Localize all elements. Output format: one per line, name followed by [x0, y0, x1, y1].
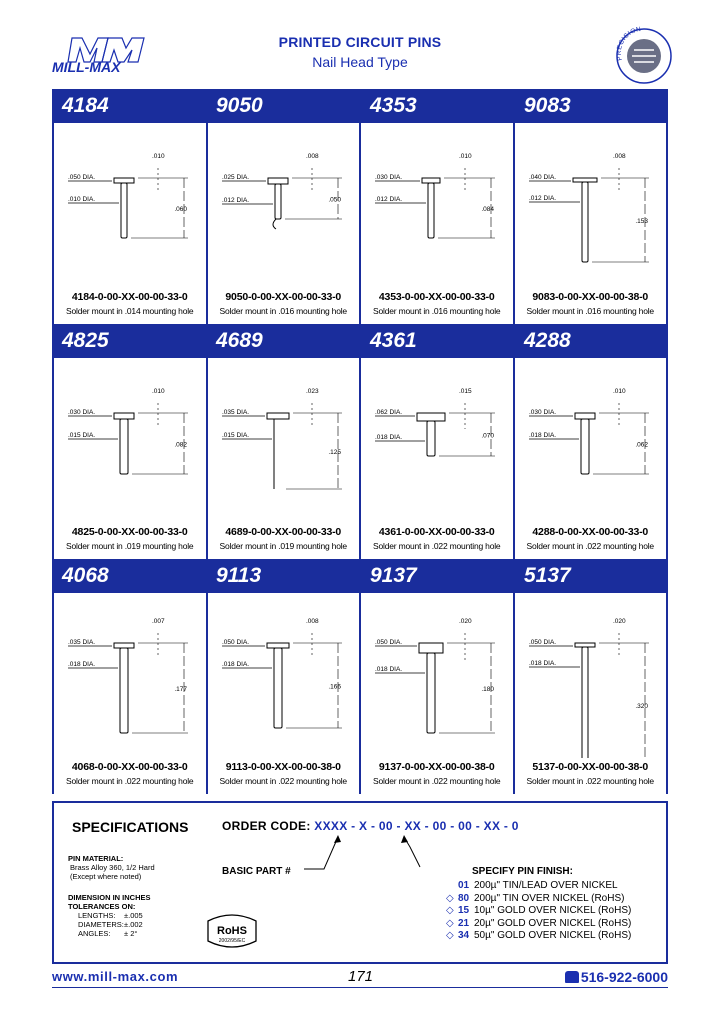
part-number: 9137-0-00-XX-00-00-38-0: [378, 761, 495, 773]
pin-shank: [582, 647, 588, 758]
head-diameter-label: .030 DIA.: [375, 174, 403, 181]
page-title: PRINTED CIRCUIT PINS: [278, 34, 442, 50]
head-diameter-label: .025 DIA.: [221, 174, 249, 181]
length-label: .062: [634, 441, 648, 449]
product-cell: [208, 358, 362, 559]
length-label: .070: [481, 432, 494, 440]
series-number: 4288: [524, 329, 571, 352]
series-number: 4825: [62, 329, 109, 352]
head-diameter-label: .035 DIA.: [221, 409, 249, 416]
pin-shank: [582, 182, 588, 262]
finish-option: 01 200µ" TIN/LEAD OVER NICKEL: [458, 880, 618, 891]
length-label: .320: [634, 703, 648, 710]
shank-diameter-label: .018 DIA.: [528, 432, 556, 439]
head-thickness-label: .008: [305, 618, 319, 625]
pin-drawing: [515, 358, 667, 523]
basic-part-label: BASIC PART #: [222, 866, 291, 877]
head-thickness-label: .020: [612, 618, 626, 625]
head-thickness-label: .023: [305, 388, 319, 395]
website-link[interactable]: www.mill-max.com: [52, 969, 179, 984]
product-row: [52, 123, 668, 324]
series-number: 4184: [62, 94, 109, 117]
shank-diameter-label: .018 DIA.: [375, 666, 403, 673]
product-cell: [54, 358, 208, 559]
pin-hook: [273, 219, 276, 229]
part-number: 4068-0-00-XX-00-00-33-0: [71, 761, 188, 773]
pin-shank: [121, 183, 127, 238]
pin-shank: [120, 648, 128, 733]
head-thickness-label: .010: [152, 153, 165, 160]
product-cell: [361, 358, 515, 559]
finish-option: ◇ 21 20µ" GOLD OVER NICKEL (RoHS): [446, 917, 632, 929]
page-footer: [52, 967, 668, 989]
page-number: 171: [348, 968, 374, 985]
length-label: .153: [634, 218, 648, 225]
product-cell: [515, 123, 667, 324]
pin-drawing: [361, 593, 513, 758]
pin-head: [575, 413, 595, 419]
product-row: [52, 358, 668, 559]
shank-diameter-label: .018 DIA.: [221, 661, 249, 668]
tolerance-row: LENGTHS: ±.005: [78, 911, 143, 920]
pin-drawing: [208, 358, 360, 523]
series-number: 9137: [370, 564, 417, 587]
pin-head: [114, 643, 134, 648]
part-number: 4353-0-00-XX-00-00-33-0: [378, 291, 495, 303]
head-diameter-label: .035 DIA.: [68, 639, 96, 646]
length-label: .050: [327, 196, 341, 204]
finish-option: ◇ 15 10µ" GOLD OVER NICKEL (RoHS): [446, 905, 632, 916]
pin-head: [573, 178, 597, 182]
pin-head: [268, 178, 288, 184]
part-number: 4825-0-00-XX-00-00-33-0: [71, 526, 188, 538]
shank-diameter-label: .012 DIA.: [221, 197, 249, 204]
order-code-pointers: [54, 803, 666, 962]
svg-text:RoHS: RoHS: [217, 925, 247, 937]
length-label: .180: [481, 686, 494, 693]
part-number: 9113-0-00-XX-00-00-38-0: [225, 761, 341, 773]
pin-head: [419, 643, 443, 653]
mounting-description: Solder mount in .016 mounting hole: [373, 306, 501, 316]
length-label: .084: [481, 206, 494, 213]
pin-head: [267, 643, 289, 648]
length-label: .125: [327, 449, 341, 456]
shank-diameter-label: .012 DIA.: [528, 195, 556, 202]
product-grid: [52, 89, 668, 794]
product-cell: [208, 593, 362, 794]
pin-drawing: [208, 593, 360, 758]
part-number: 4288-0-00-XX-00-00-33-0: [532, 526, 649, 538]
pin-drawing: [361, 358, 513, 523]
svg-text:2002/95/EC: 2002/95/EC: [218, 938, 246, 944]
head-thickness-label: .010: [612, 388, 626, 395]
part-number: 5137-0-00-XX-00-00-38-0: [532, 761, 649, 773]
series-number: 4068: [62, 564, 109, 587]
head-thickness-label: .010: [152, 388, 165, 395]
pin-finish-title: SPECIFY PIN FINISH:: [472, 866, 573, 877]
finish-option: ◇ 34 50µ" GOLD OVER NICKEL (RoHS): [446, 930, 632, 941]
length-label: .082: [174, 441, 187, 449]
head-thickness-label: .010: [459, 153, 472, 160]
specifications-title: SPECIFICATIONS: [72, 819, 189, 835]
product-cell: [361, 593, 515, 794]
pin-drawing: [208, 123, 360, 288]
order-code-value: XXXX - X - 00 - XX - 00 - 00 - XX - 0: [314, 819, 519, 833]
tolerance-row: DIAMETERS: ±.002: [78, 920, 143, 929]
pin-shank: [428, 183, 434, 238]
part-number: 9050-0-00-XX-00-00-33-0: [225, 291, 342, 303]
head-diameter-label: .030 DIA.: [68, 409, 96, 416]
page-subtitle: Nail Head Type: [312, 54, 408, 70]
material-line-1: Brass Alloy 360, 1/2 Hard: [70, 863, 155, 872]
svg-text:MILL-MAX: MILL-MAX: [52, 59, 121, 74]
length-label: .177: [174, 686, 187, 693]
head-thickness-label: .008: [612, 153, 626, 160]
material-heading: PIN MATERIAL:: [68, 854, 124, 863]
part-number: 9083-0-00-XX-00-00-38-0: [532, 291, 649, 303]
precision-seal-icon: [614, 26, 674, 86]
pin-drawing: [515, 123, 667, 288]
series-band: [52, 559, 668, 593]
shank-diameter-label: .018 DIA.: [375, 434, 403, 441]
pin-drawing: [515, 593, 667, 758]
head-diameter-label: .050 DIA.: [375, 639, 403, 646]
dimension-heading: DIMENSION IN INCHES: [68, 893, 151, 902]
pin-drawing: [361, 123, 513, 288]
pin-shank: [120, 419, 128, 474]
shank-diameter-label: .012 DIA.: [375, 196, 403, 203]
mounting-description: Solder mount in .022 mounting hole: [526, 776, 654, 786]
pin-shank: [581, 419, 589, 474]
pin-head: [422, 178, 440, 183]
shank-diameter-label: .015 DIA.: [68, 432, 96, 439]
length-label: .166: [327, 683, 341, 691]
head-diameter-label: .062 DIA.: [375, 409, 403, 416]
phone-number: 516-922-6000: [565, 969, 668, 985]
head-diameter-label: .050 DIA.: [221, 639, 249, 646]
mounting-description: Solder mount in .019 mounting hole: [66, 541, 194, 551]
series-number: 5137: [524, 564, 571, 587]
mounting-description: Solder mount in .022 mounting hole: [526, 541, 654, 551]
product-cell: [515, 358, 667, 559]
series-number: 9083: [524, 94, 571, 117]
series-number: 9113: [216, 564, 262, 587]
head-diameter-label: .030 DIA.: [528, 409, 556, 416]
order-code-label: ORDER CODE:: [222, 819, 311, 833]
material-line-2: (Except where noted): [70, 872, 142, 881]
product-cell: [208, 123, 362, 324]
mounting-description: Solder mount in .016 mounting hole: [526, 306, 654, 316]
finish-option: ◇ 80 200µ" TIN OVER NICKEL (RoHS): [446, 892, 625, 904]
pin-drawing: [54, 123, 206, 288]
series-number: 4689: [216, 329, 263, 352]
mounting-description: Solder mount in .022 mounting hole: [219, 776, 347, 786]
tolerance-heading: TOLERANCES ON:: [68, 902, 136, 911]
mounting-description: Solder mount in .022 mounting hole: [373, 541, 501, 551]
head-diameter-label: .050 DIA.: [528, 639, 556, 646]
part-number: 4361-0-00-XX-00-00-33-0: [378, 526, 495, 538]
pin-shank: [274, 648, 282, 728]
part-number: 4184-0-00-XX-00-00-33-0: [71, 291, 188, 303]
series-band: [52, 89, 668, 123]
mounting-description: Solder mount in .016 mounting hole: [219, 306, 347, 316]
tolerance-row: ANGLES: ± 2°: [78, 929, 138, 938]
pin-head: [267, 413, 289, 419]
header-title: [220, 34, 500, 70]
mill-max-logo: [52, 34, 156, 74]
head-thickness-label: .008: [305, 153, 319, 160]
mounting-description: Solder mount in .014 mounting hole: [66, 306, 194, 316]
pin-head: [114, 413, 134, 419]
svg-text:PRECISION: PRECISION: [615, 26, 642, 62]
footer-divider: [52, 987, 668, 988]
head-thickness-label: .020: [459, 618, 472, 625]
series-band: [52, 324, 668, 358]
shank-diameter-label: .018 DIA.: [68, 661, 96, 668]
pin-head: [114, 178, 134, 183]
product-cell: [54, 123, 208, 324]
product-row: [52, 593, 668, 794]
product-cell: [54, 593, 208, 794]
series-number: 4353: [370, 94, 417, 117]
specifications-panel: [52, 801, 668, 964]
pin-head: [417, 413, 445, 421]
pin-drawing: [54, 593, 206, 758]
pin-shank: [427, 421, 435, 456]
series-number: 4361: [370, 329, 417, 352]
pin-shank: [427, 653, 435, 733]
product-cell: [515, 593, 667, 794]
mounting-description: Solder mount in .022 mounting hole: [373, 776, 501, 786]
shank-diameter-label: .018 DIA.: [528, 660, 556, 667]
part-number: 4689-0-00-XX-00-00-33-0: [225, 526, 342, 538]
product-cell: [361, 123, 515, 324]
mounting-description: Solder mount in .019 mounting hole: [219, 541, 347, 551]
head-diameter-label: .050 DIA.: [68, 174, 96, 181]
head-thickness-label: .007: [152, 618, 165, 625]
shank-diameter-label: .010 DIA.: [68, 196, 96, 203]
head-diameter-label: .040 DIA.: [528, 174, 556, 181]
pin-drawing: [54, 358, 206, 523]
pin-shank: [275, 184, 281, 219]
head-thickness-label: .015: [459, 388, 472, 395]
phone-icon: [565, 971, 579, 983]
length-label: .060: [174, 206, 187, 213]
series-number: 9050: [216, 94, 263, 117]
pin-head: [575, 643, 595, 647]
mounting-description: Solder mount in .022 mounting hole: [66, 776, 194, 786]
shank-diameter-label: .015 DIA.: [221, 432, 249, 439]
